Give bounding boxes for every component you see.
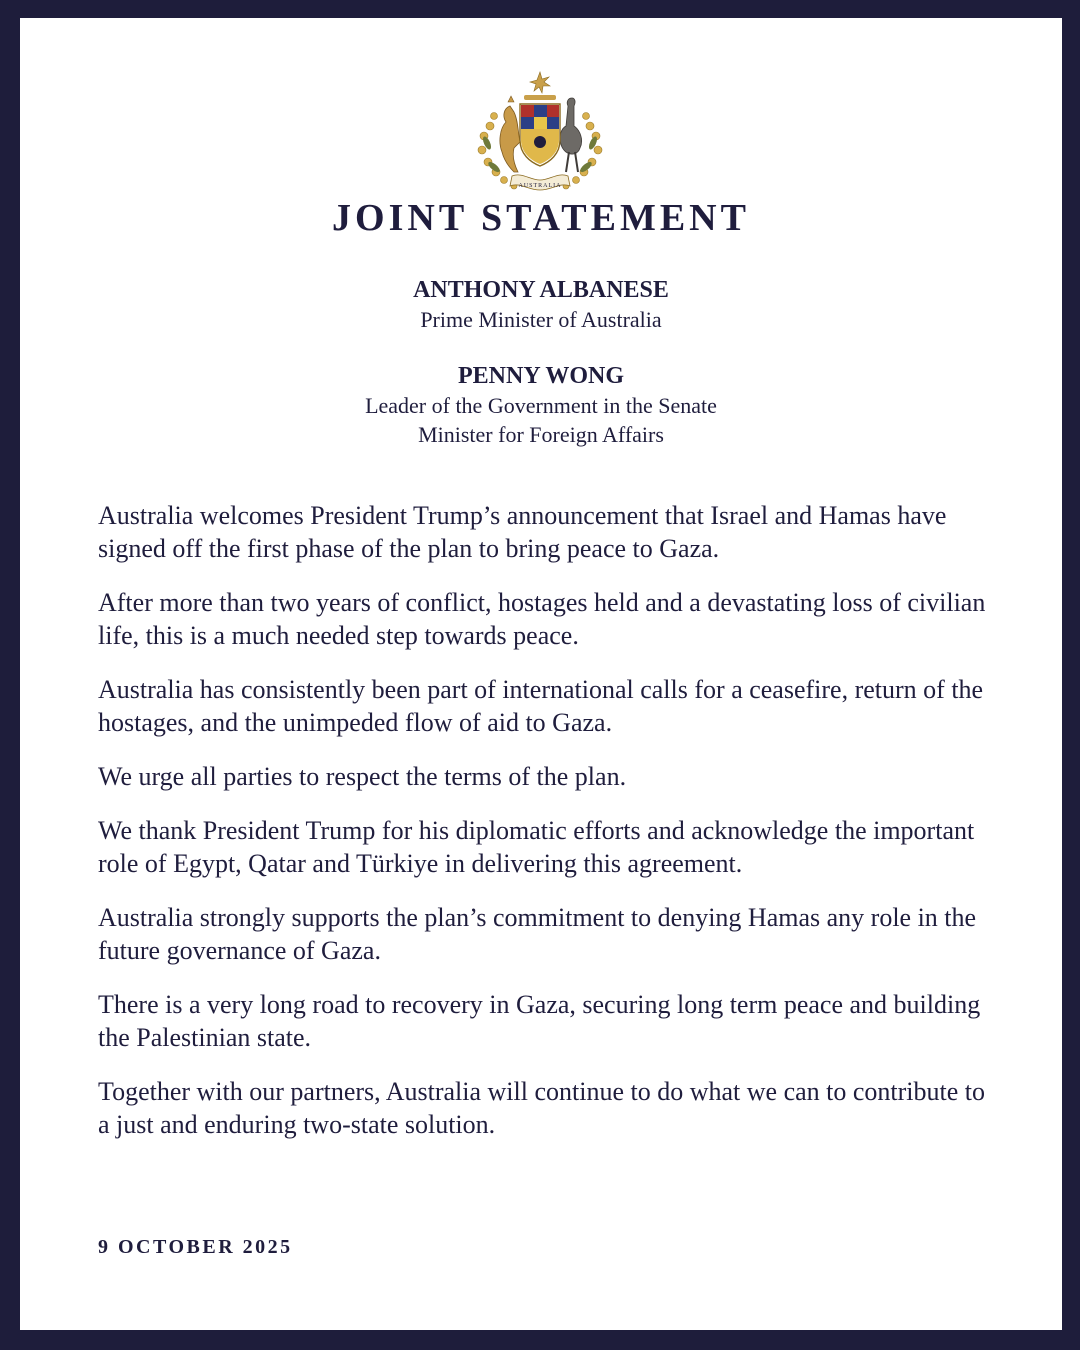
statement-paragraph: After more than two years of conflict, hostages held and a devastating loss of civilian life, this is a much needed step towards peace.	[98, 588, 986, 650]
signatory-wong	[20, 361, 1062, 449]
statement-paragraph: There is a very long road to recovery in Gaza, securing long term peace and building the Palestinian state.	[98, 990, 981, 1052]
signatory-name: PENNY WONG	[457, 363, 624, 389]
page-title: JOINT STATEMENT	[332, 197, 750, 239]
statement-paragraph: Together with our partners, Australia will continue to do what we can to contribute to a just and enduring two-state solution.	[98, 1077, 986, 1139]
crest-motto: AUSTRALIA	[518, 183, 562, 189]
signatory-albanese	[20, 275, 1062, 334]
statement-paragraph: We urge all parties to respect the terms of the plan.	[98, 762, 627, 791]
signatory-role: Minister for Foreign Affairs	[418, 422, 664, 447]
statement-paragraph: Australia welcomes President Trump’s announcement that Israel and Hamas have signed off the first phase of the plan to bring peace to Gaza.	[98, 501, 947, 563]
statement-body	[98, 499, 998, 1162]
statement-paragraph: We thank President Trump for his diplomatic efforts and acknowledge the important role of Egypt, Qatar and Türkiye in delivering this agreement.	[98, 816, 975, 878]
statement-paragraph: Australia has consistently been part of international calls for a ceasefire, return of the hostages, and the unimpeded flow of aid to Gaza.	[98, 675, 984, 737]
signatory-role: Leader of the Government in the Senate	[365, 393, 717, 418]
signatory-role: Prime Minister of Australia	[420, 307, 662, 332]
statement-page	[20, 18, 1062, 1330]
statement-date: 9 OCTOBER 2025	[98, 1236, 293, 1258]
signatory-name: ANTHONY ALBANESE	[413, 277, 669, 303]
coat-of-arms-icon	[474, 68, 606, 208]
statement-paragraph: Australia strongly supports the plan’s commitment to denying Hamas any role in the future governance of Gaza.	[98, 903, 977, 965]
